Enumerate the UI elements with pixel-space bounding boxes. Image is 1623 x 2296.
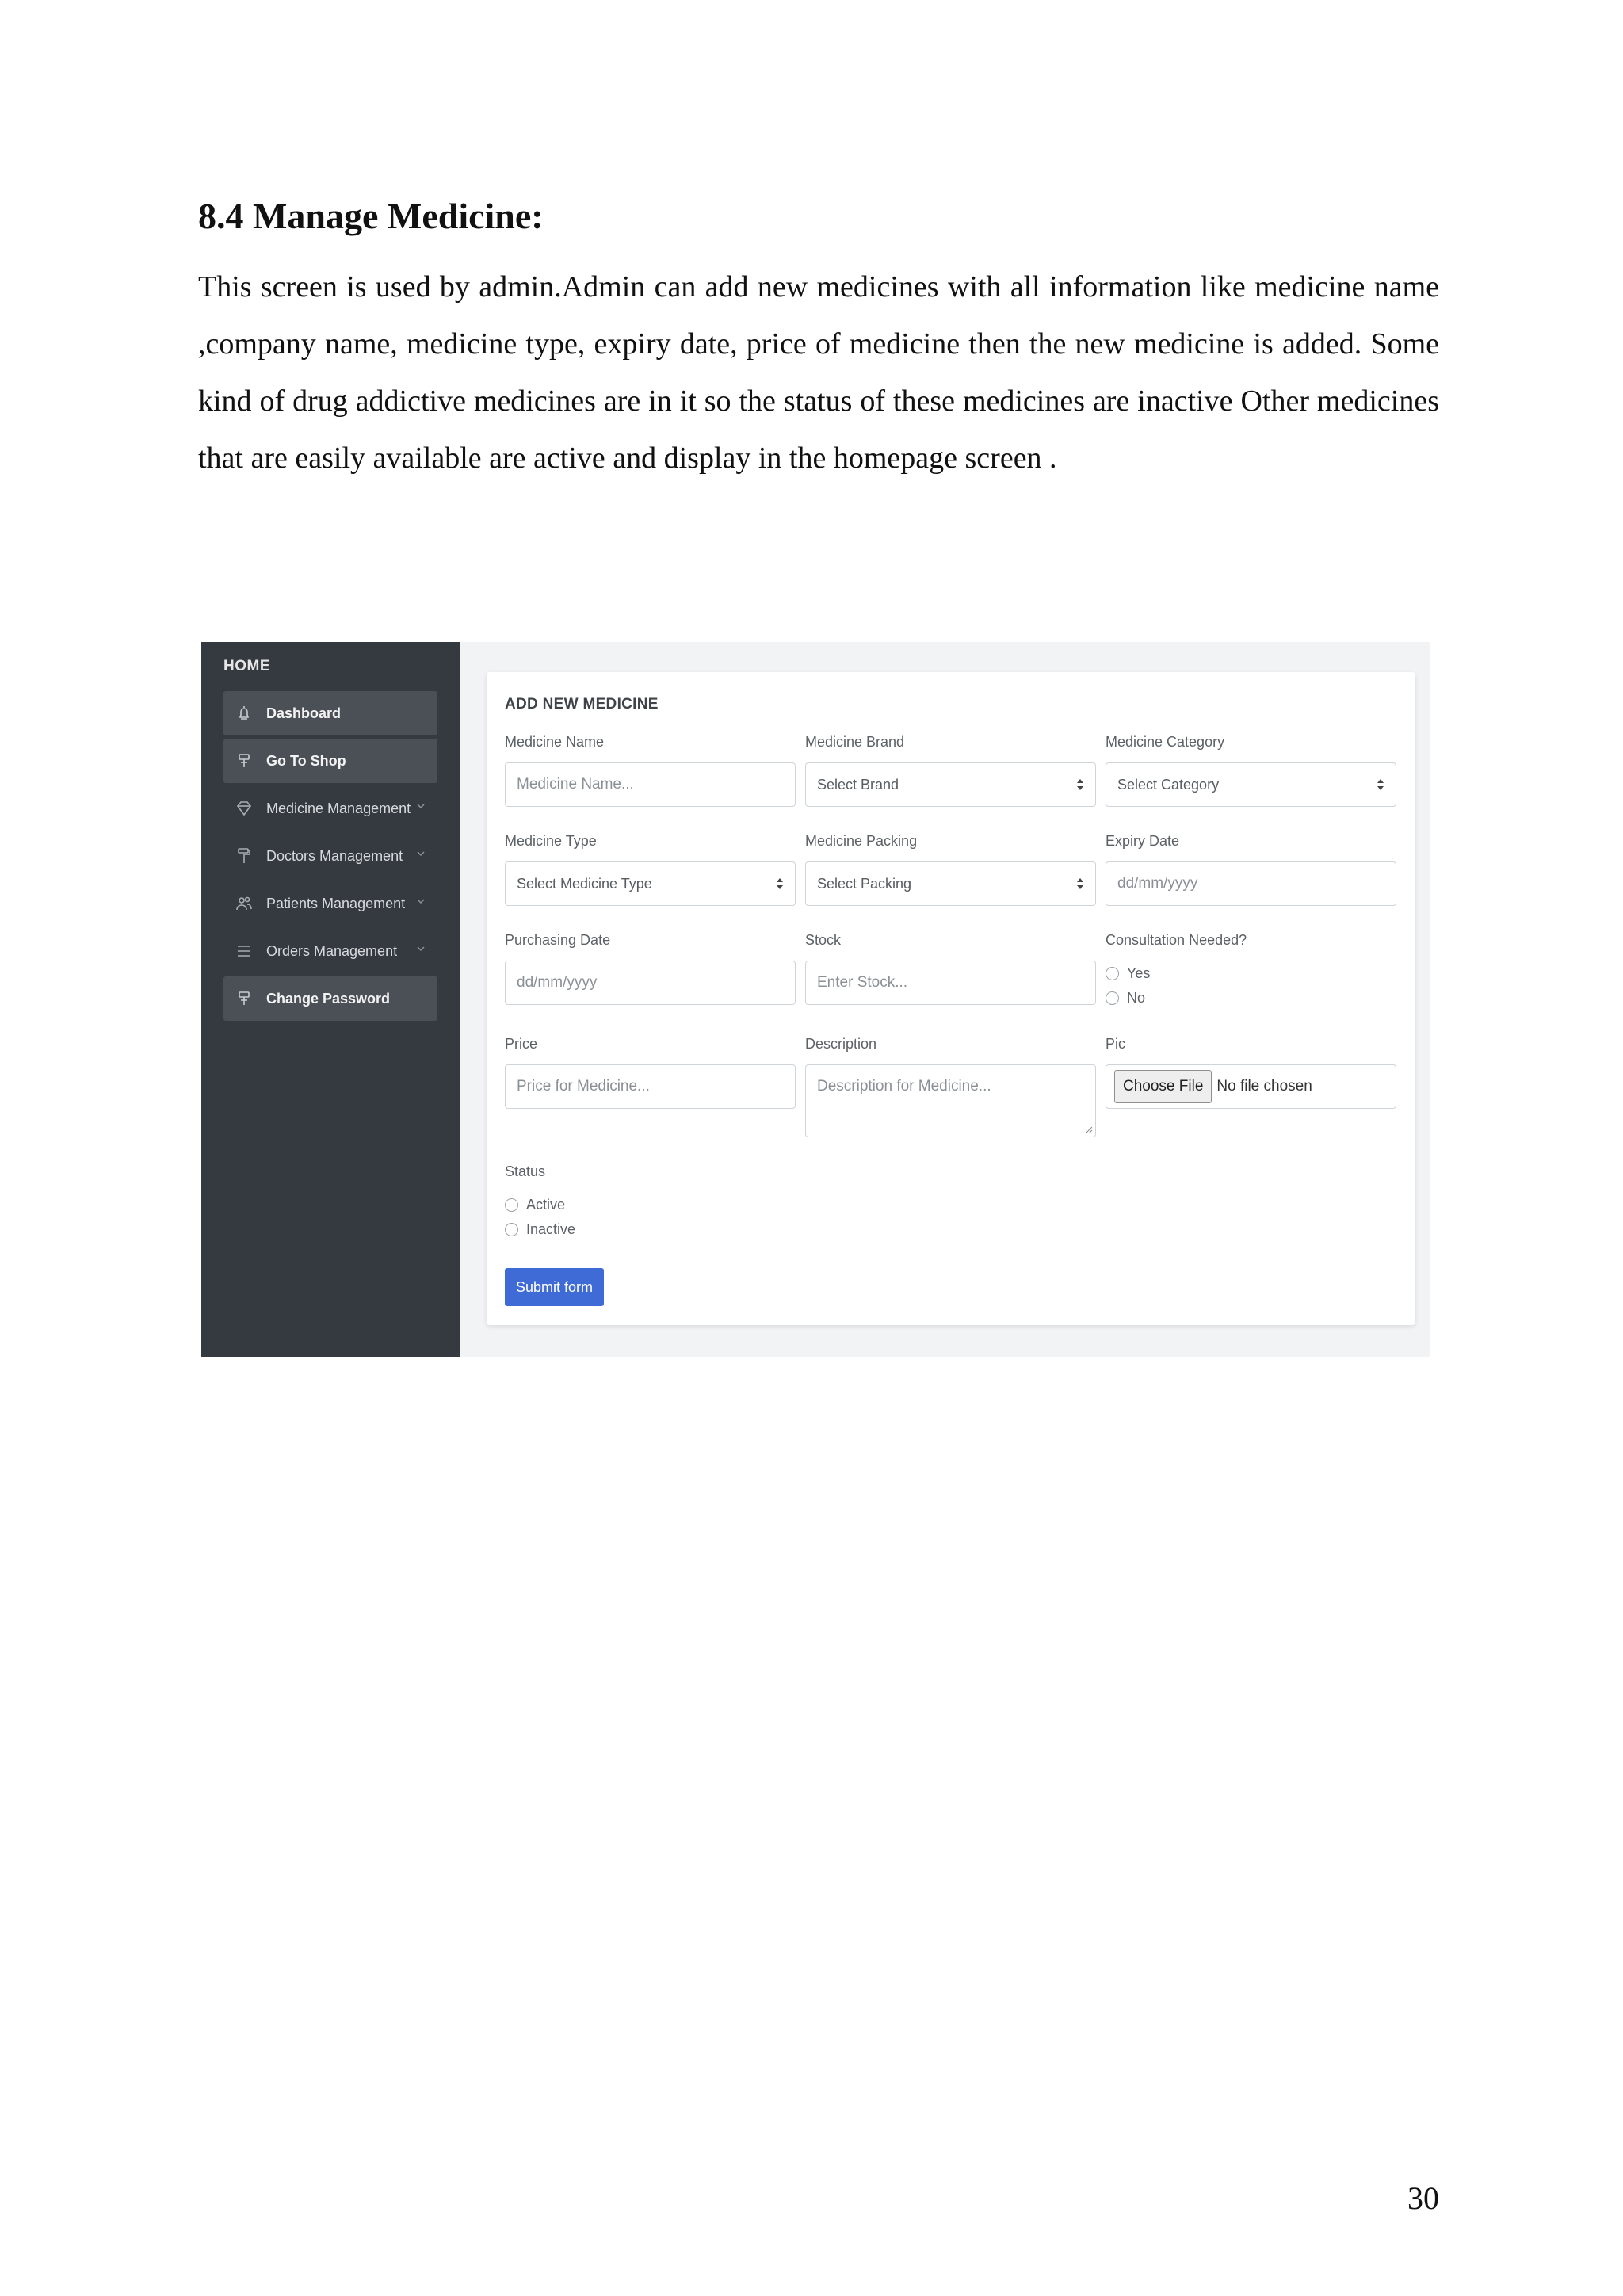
list-icon xyxy=(233,940,255,962)
consultation-no-option[interactable] xyxy=(1106,990,1145,1007)
radio-label: Inactive xyxy=(526,1221,576,1237)
medicine-category-value: Select Category xyxy=(1117,776,1220,793)
purchasing-date-input[interactable] xyxy=(505,961,796,1005)
stock-placeholder: Enter Stock... xyxy=(817,974,908,991)
resize-grip-icon[interactable] xyxy=(1083,1125,1093,1134)
radio-button[interactable] xyxy=(1106,991,1119,1005)
medicine-category-select[interactable] xyxy=(1106,762,1396,807)
radio-button[interactable] xyxy=(1106,967,1119,980)
choose-file-button[interactable]: Choose File xyxy=(1114,1070,1212,1103)
price-label: Price xyxy=(505,1036,538,1052)
medicine-brand-value: Select Brand xyxy=(817,776,899,793)
stock-input[interactable] xyxy=(805,961,1096,1005)
diamond-icon xyxy=(233,797,255,819)
medicine-type-label: Medicine Type xyxy=(505,833,597,849)
medicine-packing-label: Medicine Packing xyxy=(805,833,918,849)
paint-roller-icon xyxy=(233,845,255,867)
section-heading: 8.4 Manage Medicine: xyxy=(198,196,544,236)
medicine-name-placeholder: Medicine Name... xyxy=(517,776,634,793)
sidebar-item-label: Patients Management xyxy=(266,895,406,911)
select-arrows-icon xyxy=(776,875,784,892)
bell-icon xyxy=(233,702,255,724)
sidebar-item-label: Dashboard xyxy=(266,705,342,721)
medicine-category-label: Medicine Category xyxy=(1106,734,1225,750)
chevron-down-icon xyxy=(415,896,426,907)
medicine-name-input[interactable] xyxy=(505,762,796,807)
pic-file-input[interactable] xyxy=(1106,1064,1396,1109)
chevron-down-icon xyxy=(415,943,426,954)
medicine-brand-label: Medicine Brand xyxy=(805,734,905,750)
status-inactive-option[interactable] xyxy=(505,1221,575,1238)
medicine-brand-select[interactable] xyxy=(805,762,1096,807)
pic-label: Pic xyxy=(1106,1036,1126,1052)
radio-button[interactable] xyxy=(505,1223,518,1236)
description-label: Description xyxy=(805,1036,877,1052)
sidebar-item-orders-management[interactable] xyxy=(223,929,437,973)
app-screenshot xyxy=(201,642,1430,1357)
page-number: 30 xyxy=(1407,2180,1439,2216)
section-paragraph: This screen is used by admin.Admin can add new medicines with all information like medicine name ,company name, medicine type, expiry date, price of medicine then the new medicine is added. Some kind of drug addictive medicines are in it so the status of these medicines are inactive Other medicines that are easily available are active and display in the homepage screen . xyxy=(198,270,1439,475)
radio-button[interactable] xyxy=(505,1198,518,1212)
medicine-type-value: Select Medicine Type xyxy=(517,875,652,892)
status-label: Status xyxy=(505,1163,546,1179)
select-arrows-icon xyxy=(1377,776,1384,793)
radio-label: Active xyxy=(526,1197,566,1213)
sign-icon xyxy=(233,988,255,1010)
radio-label: Yes xyxy=(1127,965,1151,981)
expiry-date-label: Expiry Date xyxy=(1106,833,1180,849)
medicine-packing-value: Select Packing xyxy=(817,875,912,892)
stock-label: Stock xyxy=(805,932,842,948)
submit-form-button[interactable]: Submit form xyxy=(505,1268,604,1306)
sidebar-home-label: HOME xyxy=(223,658,270,674)
sidebar-item-go-to-shop[interactable] xyxy=(223,739,437,783)
description-placeholder: Description for Medicine... xyxy=(817,1078,991,1095)
purchasing-date-label: Purchasing Date xyxy=(505,932,611,948)
radio-label: No xyxy=(1127,990,1146,1006)
medicine-type-select[interactable] xyxy=(505,861,796,906)
sidebar-item-label: Change Password xyxy=(266,990,391,1007)
medicine-packing-select[interactable] xyxy=(805,861,1096,906)
description-textarea[interactable] xyxy=(805,1064,1096,1137)
sidebar-item-dashboard[interactable] xyxy=(223,691,437,735)
sidebar-item-label: Doctors Management xyxy=(266,847,403,864)
consultation-label: Consultation Needed? xyxy=(1106,932,1247,948)
consultation-yes-option[interactable] xyxy=(1106,965,1150,982)
sidebar xyxy=(201,642,460,1357)
sidebar-item-doctors-management[interactable] xyxy=(223,834,437,878)
sidebar-item-label: Orders Management xyxy=(266,942,398,959)
price-placeholder: Price for Medicine... xyxy=(517,1078,650,1095)
select-arrows-icon xyxy=(1076,776,1084,793)
expiry-date-placeholder: dd/mm/yyyy xyxy=(1117,875,1198,892)
chevron-down-icon xyxy=(415,848,426,859)
expiry-date-input[interactable] xyxy=(1106,861,1396,906)
chevron-down-icon xyxy=(415,800,426,812)
sign-icon xyxy=(233,750,255,772)
file-status-text: No file chosen xyxy=(1216,1078,1312,1095)
users-icon xyxy=(233,892,255,915)
add-medicine-card xyxy=(487,672,1415,1325)
status-active-option[interactable] xyxy=(505,1197,565,1213)
sidebar-item-change-password[interactable] xyxy=(223,976,437,1021)
select-arrows-icon xyxy=(1076,875,1084,892)
medicine-name-label: Medicine Name xyxy=(505,734,605,750)
form-title: ADD NEW MEDICINE xyxy=(505,696,659,712)
purchasing-date-placeholder: dd/mm/yyyy xyxy=(517,974,598,991)
sidebar-item-label: Go To Shop xyxy=(266,752,346,769)
price-input[interactable] xyxy=(505,1064,796,1109)
sidebar-item-patients-management[interactable] xyxy=(223,881,437,926)
sidebar-item-medicine-management[interactable] xyxy=(223,786,437,831)
sidebar-item-label: Medicine Management xyxy=(266,800,411,816)
